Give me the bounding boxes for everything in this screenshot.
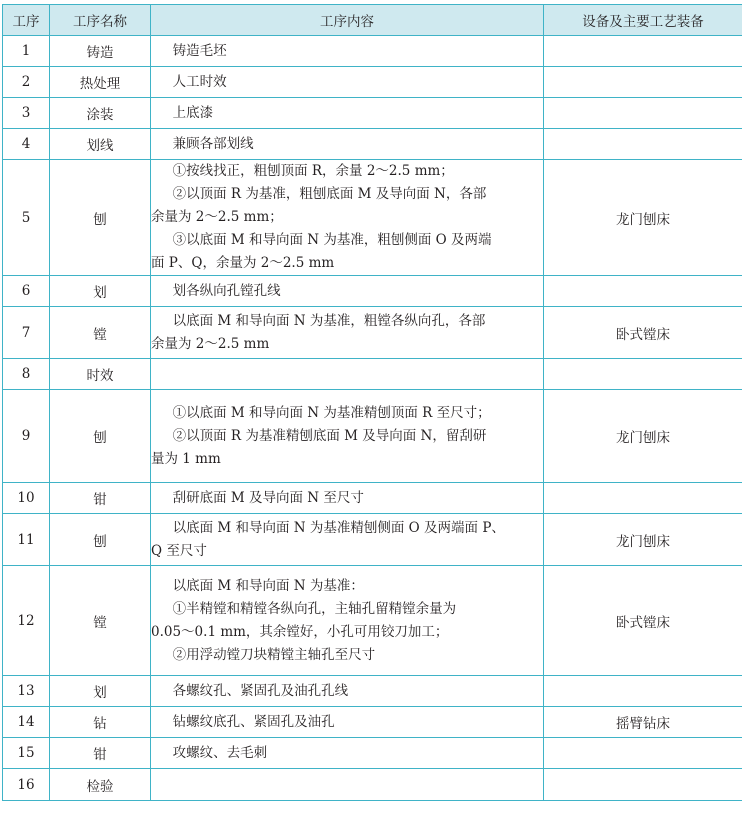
cell-name: 钳 bbox=[50, 483, 151, 514]
cell-equipment bbox=[544, 36, 742, 67]
cell-name: 刨 bbox=[50, 160, 151, 276]
cell-name: 划线 bbox=[50, 129, 151, 160]
table-row bbox=[3, 390, 742, 483]
cell-no: 15 bbox=[3, 738, 50, 769]
cell-no: 14 bbox=[3, 707, 50, 738]
cell-name: 镗 bbox=[50, 307, 151, 359]
content-line: 划各纵向孔镗孔线 bbox=[172, 282, 281, 299]
cell-content bbox=[151, 566, 544, 676]
cell-no: 4 bbox=[3, 129, 50, 160]
content-line: 各螺纹孔、紧固孔及油孔孔线 bbox=[172, 682, 349, 699]
table-header bbox=[3, 5, 742, 36]
cell-equipment: 龙门刨床 bbox=[544, 390, 742, 483]
cell-equipment bbox=[544, 67, 742, 98]
cell-equipment: 龙门刨床 bbox=[544, 514, 742, 566]
cell-no: 7 bbox=[3, 307, 50, 359]
cell-name: 钻 bbox=[50, 707, 151, 738]
content-line: ①按线找正，粗刨顶面 R，余量 2～2.5 mm； bbox=[172, 163, 454, 179]
table-row bbox=[3, 36, 742, 67]
table-row bbox=[3, 483, 742, 514]
table-body bbox=[3, 36, 742, 801]
cell-no: 8 bbox=[3, 359, 50, 390]
content-line: 以底面 M 和导向面 N 为基准，粗镗各纵向孔，各部 bbox=[172, 312, 486, 329]
cell-no: 1 bbox=[3, 36, 50, 67]
table-row bbox=[3, 160, 742, 276]
cell-no: 3 bbox=[3, 98, 50, 129]
content-line: 上底漆 bbox=[172, 104, 214, 121]
content-line: ②用浮动镗刀块精镗主轴孔至尺寸 bbox=[172, 646, 376, 663]
content-line: 以底面 M 和导向面 N 为基准精刨侧面 O 及两端面 P、 bbox=[172, 519, 505, 536]
cell-equipment bbox=[544, 359, 742, 390]
header-content: 工序内容 bbox=[151, 5, 544, 36]
table-row bbox=[3, 307, 742, 359]
cell-content bbox=[151, 160, 544, 276]
table-row bbox=[3, 98, 742, 129]
cell-name: 镗 bbox=[50, 566, 151, 676]
cell-equipment bbox=[544, 738, 742, 769]
content-line: 刮研底面 M 及导向面 N 至尺寸 bbox=[172, 489, 364, 506]
cell-no: 13 bbox=[3, 676, 50, 707]
cell-no: 6 bbox=[3, 276, 50, 307]
table-row bbox=[3, 769, 742, 801]
content-line: 铸造毛坯 bbox=[172, 42, 227, 59]
content-line: 人工时效 bbox=[172, 73, 227, 90]
table-row bbox=[3, 514, 742, 566]
cell-equipment bbox=[544, 276, 742, 307]
cell-content bbox=[151, 738, 544, 769]
cell-equipment bbox=[544, 676, 742, 707]
cell-content bbox=[151, 769, 544, 801]
table-row bbox=[3, 276, 742, 307]
process-table bbox=[2, 4, 742, 801]
content-line: ③以底面 M 和导向面 N 为基准，粗刨侧面 O 及两端 bbox=[172, 232, 492, 248]
cell-content bbox=[151, 483, 544, 514]
cell-content bbox=[151, 676, 544, 707]
cell-no: 12 bbox=[3, 566, 50, 676]
table-row bbox=[3, 676, 742, 707]
cell-content bbox=[151, 129, 544, 160]
cell-equipment bbox=[544, 769, 742, 801]
cell-name: 刨 bbox=[50, 514, 151, 566]
cell-equipment bbox=[544, 129, 742, 160]
cell-no: 16 bbox=[3, 769, 50, 801]
content-line: Q 至尺寸 bbox=[151, 542, 207, 559]
cell-no: 9 bbox=[3, 390, 50, 483]
content-line: ②以顶面 R 为基准精刨底面 M 及导向面 N，留刮研 bbox=[172, 427, 487, 444]
cell-name: 时效 bbox=[50, 359, 151, 390]
table-row bbox=[3, 67, 742, 98]
cell-content bbox=[151, 98, 544, 129]
cell-name: 钳 bbox=[50, 738, 151, 769]
content-line: 余量为 2～2.5 mm； bbox=[151, 209, 283, 225]
cell-content bbox=[151, 67, 544, 98]
header-no: 工序 bbox=[3, 5, 50, 36]
cell-name: 刨 bbox=[50, 390, 151, 483]
cell-equipment: 摇臂钻床 bbox=[544, 707, 742, 738]
cell-content bbox=[151, 707, 544, 738]
table-row bbox=[3, 129, 742, 160]
content-line: 0.05～0.1 mm，其余镗好，小孔可用铰刀加工； bbox=[151, 623, 449, 640]
content-line: 钻螺纹底孔、紧固孔及油孔 bbox=[172, 713, 335, 730]
cell-no: 10 bbox=[3, 483, 50, 514]
table-row bbox=[3, 707, 742, 738]
cell-no: 2 bbox=[3, 67, 50, 98]
table-row bbox=[3, 738, 742, 769]
cell-name: 检验 bbox=[50, 769, 151, 801]
cell-content bbox=[151, 514, 544, 566]
cell-content bbox=[151, 36, 544, 67]
content-line: ②以顶面 R 为基准，粗刨底面 M 及导向面 N，各部 bbox=[172, 186, 487, 202]
cell-name: 热处理 bbox=[50, 67, 151, 98]
cell-no: 11 bbox=[3, 514, 50, 566]
cell-content bbox=[151, 390, 544, 483]
content-line: 量为 1 mm bbox=[151, 450, 221, 467]
cell-equipment: 卧式镗床 bbox=[544, 566, 742, 676]
content-line: 攻螺纹、去毛刺 bbox=[172, 744, 268, 761]
cell-equipment bbox=[544, 98, 742, 129]
cell-equipment: 龙门刨床 bbox=[544, 160, 742, 276]
cell-name: 划 bbox=[50, 676, 151, 707]
header-name: 工序名称 bbox=[50, 5, 151, 36]
cell-name: 涂装 bbox=[50, 98, 151, 129]
cell-name: 铸造 bbox=[50, 36, 151, 67]
content-line: 余量为 2～2.5 mm bbox=[151, 335, 270, 352]
cell-name: 划 bbox=[50, 276, 151, 307]
content-line: ①以底面 M 和导向面 N 为基准精刨顶面 R 至尺寸； bbox=[172, 404, 491, 421]
cell-no: 5 bbox=[3, 160, 50, 276]
content-line: ①半精镗和精镗各纵向孔，主轴孔留精镗余量为 bbox=[172, 600, 457, 617]
table-row bbox=[3, 566, 742, 676]
content-line: 以底面 M 和导向面 N 为基准： bbox=[172, 577, 364, 594]
cell-equipment: 卧式镗床 bbox=[544, 307, 742, 359]
cell-content bbox=[151, 359, 544, 390]
header-equipment: 设备及主要工艺装备 bbox=[544, 5, 742, 36]
header-row bbox=[3, 5, 742, 36]
cell-content bbox=[151, 276, 544, 307]
content-line: 面 P、Q，余量为 2～2.5 mm bbox=[151, 255, 335, 271]
table-row bbox=[3, 359, 742, 390]
cell-content bbox=[151, 307, 544, 359]
content-line: 兼顾各部划线 bbox=[172, 135, 254, 152]
cell-equipment bbox=[544, 483, 742, 514]
